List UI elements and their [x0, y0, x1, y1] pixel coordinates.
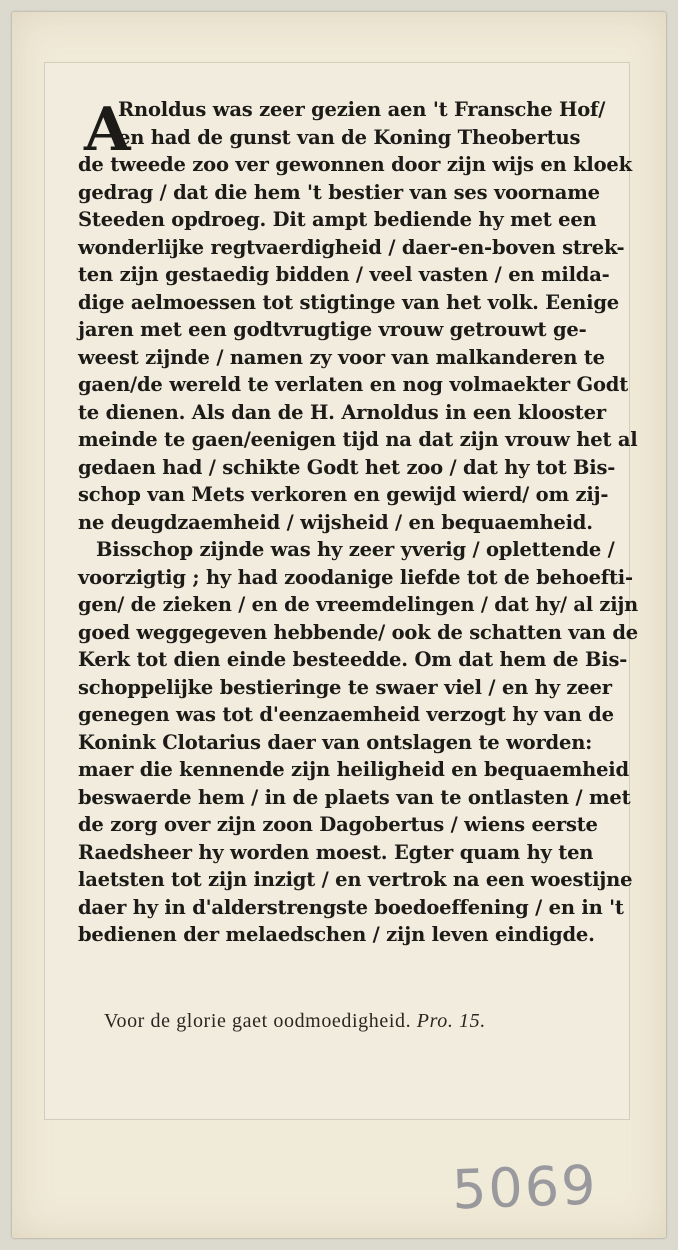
text-line: weest zijnde / namen zy voor van malkanderen te [78, 345, 605, 369]
text-line: de tweede zoo ver gewonnen door zijn wijs en kloek [78, 153, 632, 176]
text-line: schoppelijke bestieringe te swaer viel / en hy zeer [78, 675, 612, 699]
text-line: genegen was tot d'eenzaemheid verzogt hy van de [78, 703, 614, 726]
handwritten-archive-number: 5069 [450, 1153, 599, 1222]
text-line: maer die kennende zijn heiligheid en bequaemheid [78, 758, 629, 781]
text-line: beswaerde hem / in de plaets van te ontlasten / met [78, 785, 631, 809]
text-line: gedrag / dat die hem 't bestier van ses voorname [78, 180, 600, 204]
motto-line [104, 1010, 486, 1033]
text-line: meinde te gaen/eenigen tijd na dat zijn vrouw het al [78, 428, 638, 451]
body-text [78, 96, 638, 949]
text-line: jaren met een godtvrugtige vrouw getrouwt ge- [78, 318, 587, 341]
text-line: gen/ de zieken / en de vreemdelingen / dat hy/ al zijn [78, 593, 639, 616]
text-line: ten zijn gestaedig bidden / veel vasten / en milda- [78, 263, 610, 286]
text-line: Steeden opdroeg. Dit ampt bediende hy met een [78, 208, 597, 231]
text-line: Konink Clotarius daer van ontslagen te worden: [78, 730, 593, 754]
text-line: dige aelmoessen tot stigtinge van het volk. Eenige [78, 290, 619, 314]
text-line: de zorg over zijn zoon Dagobertus / wiens eerste [78, 813, 598, 836]
text-line: en had de gunst van de Koning Theobertus [118, 125, 581, 149]
text-line: Bisschop zijnde was hy zeer yverig / oplettende / [96, 538, 615, 561]
text-line: Raedsheer hy worden moest. Egter quam hy ten [78, 840, 594, 864]
text-line: goed weggegeven hebbende/ ook de schatten van de [78, 620, 638, 644]
text-line: schop van Mets verkoren en gewijd wierd/ om zij- [78, 483, 609, 506]
text-line: voorzigtig ; hy had zoodanige liefde tot de behoefti- [78, 565, 633, 589]
text-line: gedaen had / schikte Godt het zoo / dat hy tot Bis- [78, 455, 616, 479]
text-line: gaen/de wereld te verlaten en nog volmaekter Godt [78, 373, 629, 396]
motto-reference: Pro. 15. [416, 1010, 486, 1032]
text-line: Rnoldus was zeer gezien aen 't Fransche Hof/ [118, 98, 606, 121]
text-line: bedienen der melaedschen / zijn leven eindigde. [78, 923, 595, 946]
text-line: laetsten tot zijn inzigt / en vertrok na een woestijne [78, 868, 633, 891]
text-line: ne deugdzaemheid / wijsheid / en bequaemheid. [78, 510, 593, 534]
text-line: te dienen. Als dan de H. Arnoldus in een klooster [78, 400, 606, 424]
drop-cap: A [84, 95, 131, 165]
text-line: daer hy in d'alderstrengste boedoeffening / en in 't [78, 895, 624, 919]
motto-text: Voor de glorie gaet oodmoedigheid. [104, 1010, 412, 1032]
text-line: Kerk tot dien einde besteedde. Om dat hem de Bis- [78, 648, 628, 671]
text-line: wonderlijke regtvaerdigheid / daer-en-boven strek- [78, 235, 625, 259]
